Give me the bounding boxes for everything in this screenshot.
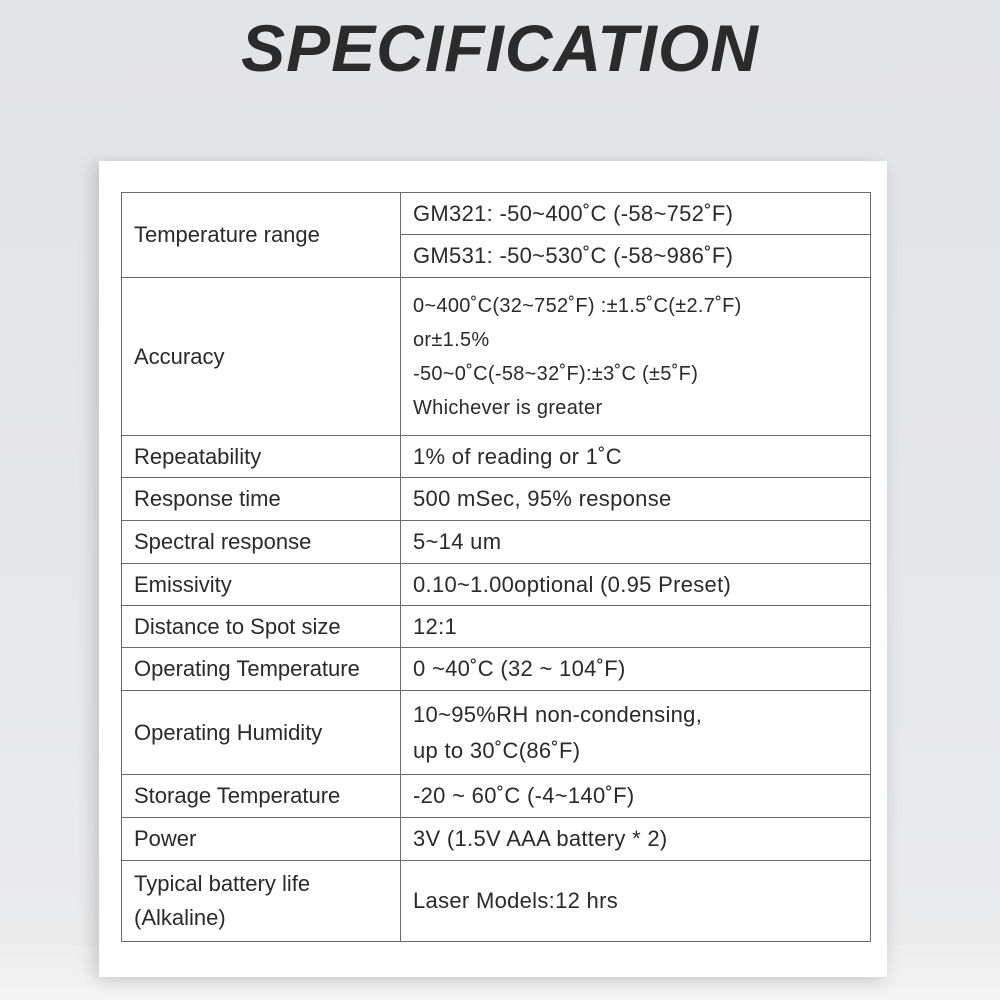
table-row: [122, 436, 871, 478]
row-label-response-time: Response time: [122, 478, 401, 521]
accuracy-line: 0~400˚C(32~752˚F) :±1.5˚C(±2.7˚F): [413, 294, 742, 317]
row-label-storage-temperature: Storage Temperature: [122, 775, 401, 818]
row-label-operating-humidity: Operating Humidity: [122, 691, 401, 775]
power-value: 3V (1.5V AAA battery * 2): [401, 818, 871, 861]
battery-life-label-line: (Alkaline): [134, 905, 226, 930]
row-label-emissivity: Emissivity: [122, 564, 401, 606]
humidity-line: 10~95%RH non-condensing,: [413, 701, 703, 727]
spec-table: [121, 192, 871, 942]
distance-to-spot-value: 12:1: [401, 606, 871, 648]
table-row: [122, 521, 871, 564]
table-row: [122, 775, 871, 818]
row-label-power: Power: [122, 818, 401, 861]
accuracy-line: -50~0˚C(-58~32˚F):±3˚C (±5˚F): [413, 362, 699, 385]
temperature-range-gm321: GM321: -50~400˚C (-58~752˚F): [401, 193, 871, 235]
accuracy-line: Whichever is greater: [413, 396, 603, 419]
table-row: [122, 648, 871, 691]
row-label-operating-temperature: Operating Temperature: [122, 648, 401, 691]
row-label-repeatability: Repeatability: [122, 436, 401, 478]
table-row: [122, 564, 871, 606]
spectral-response-value: 5~14 um: [401, 521, 871, 564]
table-row: [122, 818, 871, 861]
table-row: [122, 278, 871, 436]
table-row: [122, 691, 871, 775]
table-row: [122, 606, 871, 648]
storage-temperature-value: -20 ~ 60˚C (-4~140˚F): [401, 775, 871, 818]
battery-life-label-line: Typical battery life: [134, 871, 311, 896]
row-label-distance-to-spot: Distance to Spot size: [122, 606, 401, 648]
operating-temperature-value: 0 ~40˚C (32 ~ 104˚F): [401, 648, 871, 691]
temperature-range-gm531: GM531: -50~530˚C (-58~986˚F): [401, 235, 871, 278]
row-label-accuracy: Accuracy: [122, 278, 401, 436]
response-time-value: 500 mSec, 95% response: [401, 478, 871, 521]
row-label-temperature-range: Temperature range: [122, 193, 401, 278]
operating-humidity-value: [401, 691, 871, 775]
humidity-line: up to 30˚C(86˚F): [413, 737, 581, 763]
repeatability-value: 1% of reading or 1˚C: [401, 436, 871, 478]
emissivity-value: 0.10~1.00optional (0.95 Preset): [401, 564, 871, 606]
battery-life-value: Laser Models:12 hrs: [401, 861, 871, 942]
row-label-battery-life: [122, 861, 401, 942]
accuracy-value: [401, 278, 871, 436]
accuracy-line: or±1.5%: [413, 328, 490, 351]
page-title: SPECIFICATION: [241, 11, 759, 85]
table-row: [122, 193, 871, 235]
row-label-spectral-response: Spectral response: [122, 521, 401, 564]
table-row: [122, 861, 871, 942]
table-row: [122, 478, 871, 521]
